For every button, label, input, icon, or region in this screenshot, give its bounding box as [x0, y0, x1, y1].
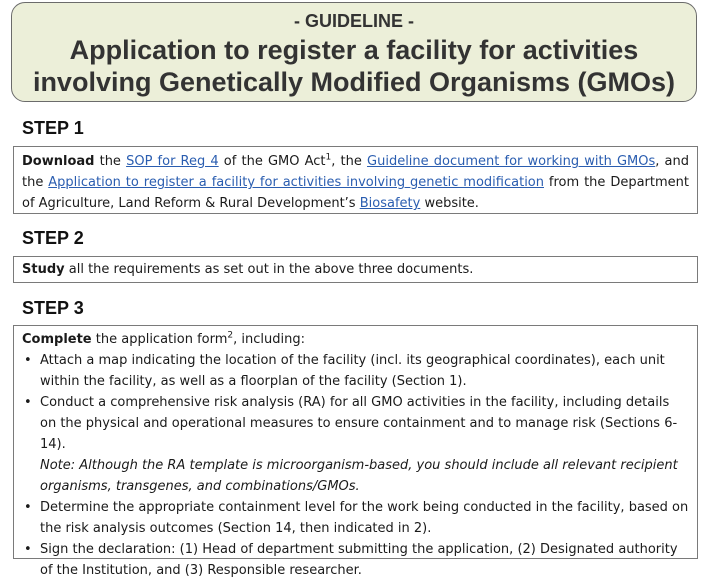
bullet-declaration-text: Sign the declaration: (1) Head of department submitting the application, (2) Designated authority of the Institution, and (3) Responsible researcher. [40, 542, 678, 578]
list-item [22, 497, 689, 539]
bullet-map-text: Attach a map indicating the location of the facility (incl. its geographical coordinates), each unit within the facility, as well as a floorplan of the facility (Section 1). [40, 353, 665, 389]
sop-reg4-link[interactable]: SOP for Reg 4 [126, 154, 219, 169]
banner-title-line-2: involving Genetically Modified Organisms (GMOs) [32, 67, 676, 97]
step-1-box [13, 146, 698, 214]
step-3-text-1: the application form [91, 332, 228, 347]
list-item [22, 350, 689, 392]
step-1-text-3: , the [331, 154, 368, 169]
step-1-text-4: , and the [22, 154, 689, 190]
step-1-text-1: the [94, 154, 127, 169]
step-1-text-6: website. [420, 196, 479, 211]
step-2-heading: STEP 2 [22, 228, 84, 248]
banner-title [12, 34, 696, 98]
guideline-document-link[interactable]: Guideline document for working with GMOs [367, 154, 656, 169]
biosafety-link[interactable]: Biosafety [359, 196, 421, 211]
footnote-1-marker: 1 [325, 152, 332, 163]
risk-analysis-note: Note: Although the RA template is microorganism-based, you should include all relevant recipient organisms, transgenes, and combinations/GMOs. [40, 458, 678, 494]
step-1-text-2: of the GMO Act [218, 154, 326, 169]
application-form-link[interactable]: Application to register a facility for activities involving genetic modification [48, 175, 544, 190]
step-3-bullet-list [22, 350, 689, 581]
bullet-containment-text: Determine the appropriate containment level for the work being conducted in the facility, based on the risk analysis outcomes (Section 14, then indicated in 2). [40, 500, 689, 536]
step-2-text: all the requirements as set out in the above three documents. [64, 262, 474, 277]
list-item [22, 539, 689, 581]
list-item [22, 392, 689, 497]
bullet-risk-analysis-text: Conduct a comprehensive risk analysis (RA) for all GMO activities in the facility, including details on the physical and operational measures to ensure containment and to manage risk (Sections 6-14). [40, 395, 678, 452]
step-2-box [13, 256, 698, 283]
step-2-lead: Study [22, 262, 65, 277]
step-3-box [13, 325, 698, 578]
step-3-heading: STEP 3 [22, 298, 84, 318]
banner-title-line-1: Application to register a facility for activities [69, 35, 639, 65]
step-1-lead: Download [22, 154, 95, 169]
step-1-heading: STEP 1 [22, 118, 84, 138]
step-3-text-2: , including: [233, 332, 305, 347]
step-3-lead: Complete [22, 332, 92, 347]
step-3-intro [22, 329, 689, 350]
guideline-banner [11, 2, 697, 102]
banner-kicker: - GUIDELINE - [294, 11, 414, 31]
footnote-2-marker: 2 [227, 330, 234, 341]
step-1-text-5: from the Department of Agriculture, Land Reform & Rural Development’s [22, 175, 689, 211]
